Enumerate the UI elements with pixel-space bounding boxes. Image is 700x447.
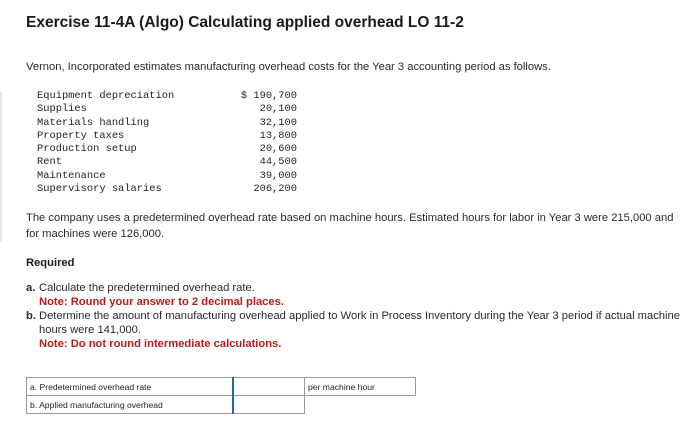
cost-amount: 20,100 (259, 103, 297, 116)
cost-label: Rent (37, 156, 62, 169)
cost-label: Materials handling (37, 116, 150, 129)
answer-unit: per machine hour (305, 378, 416, 396)
answer-unit (305, 396, 416, 414)
cost-label: Production setup (37, 143, 137, 156)
cost-row (37, 170, 297, 183)
question-list (26, 281, 696, 351)
predetermined-rate-input[interactable] (234, 378, 304, 395)
cost-row (37, 183, 297, 196)
overhead-cost-table (37, 90, 297, 196)
question-marker: b. (26, 310, 36, 322)
problem-paragraph: The company uses a predetermined overhead rate based on machine hours. Estimated hours for labor in Year 3 were 215,000 and for machines were 126,000. (26, 212, 674, 240)
cost-label: Equipment depreciation (37, 90, 175, 102)
exercise-title: Exercise 11-4A (Algo) Calculating applied overhead LO 11-2 (26, 14, 464, 31)
cost-row (37, 103, 297, 116)
answer-row-b (27, 396, 416, 414)
cost-amount: 32,100 (259, 116, 297, 129)
question-b (26, 309, 696, 351)
cost-label: Maintenance (37, 169, 106, 182)
answer-label: b. Applied manufacturing overhead (27, 396, 234, 414)
cost-amount: 13,800 (259, 129, 297, 142)
cost-row (37, 90, 297, 103)
answer-label: a. Predetermined overhead rate (27, 378, 234, 396)
cost-amount: 44,500 (259, 156, 297, 169)
question-note: Note: Do not round intermediate calculations. (39, 338, 282, 350)
cost-amount: 39,000 (259, 169, 297, 182)
cost-label: Property taxes (37, 129, 125, 142)
intro-text: Vernon, Incorporated estimates manufacturing overhead costs for the Year 3 accounting period as follows. (26, 61, 551, 73)
answer-input-cell (233, 396, 305, 414)
cost-amount: 20,600 (259, 143, 297, 156)
question-text: Calculate the predetermined overhead rate. (39, 282, 255, 294)
cost-row (37, 143, 297, 156)
answer-input-cell (233, 378, 305, 396)
applied-overhead-input[interactable] (234, 396, 304, 413)
answer-row-a (27, 378, 416, 396)
cost-amount: 206,200 (253, 183, 297, 196)
cost-label: Supplies (37, 103, 87, 116)
required-heading: Required (26, 257, 75, 269)
question-note: Note: Round your answer to 2 decimal places. (39, 296, 284, 308)
cost-label: Supervisory salaries (37, 183, 162, 196)
cost-amount: $ 190,700 (240, 90, 297, 102)
cost-row (37, 130, 297, 143)
left-edge-rule (0, 92, 2, 242)
cost-row (37, 117, 297, 130)
answer-table (26, 377, 416, 414)
question-text: Determine the amount of manufacturing overhead applied to Work in Process Inventory during the Year 3 period if actual machine hours were 141,000. (39, 310, 680, 336)
question-a (26, 281, 696, 309)
cost-row (37, 156, 297, 169)
question-marker: a. (26, 282, 36, 294)
